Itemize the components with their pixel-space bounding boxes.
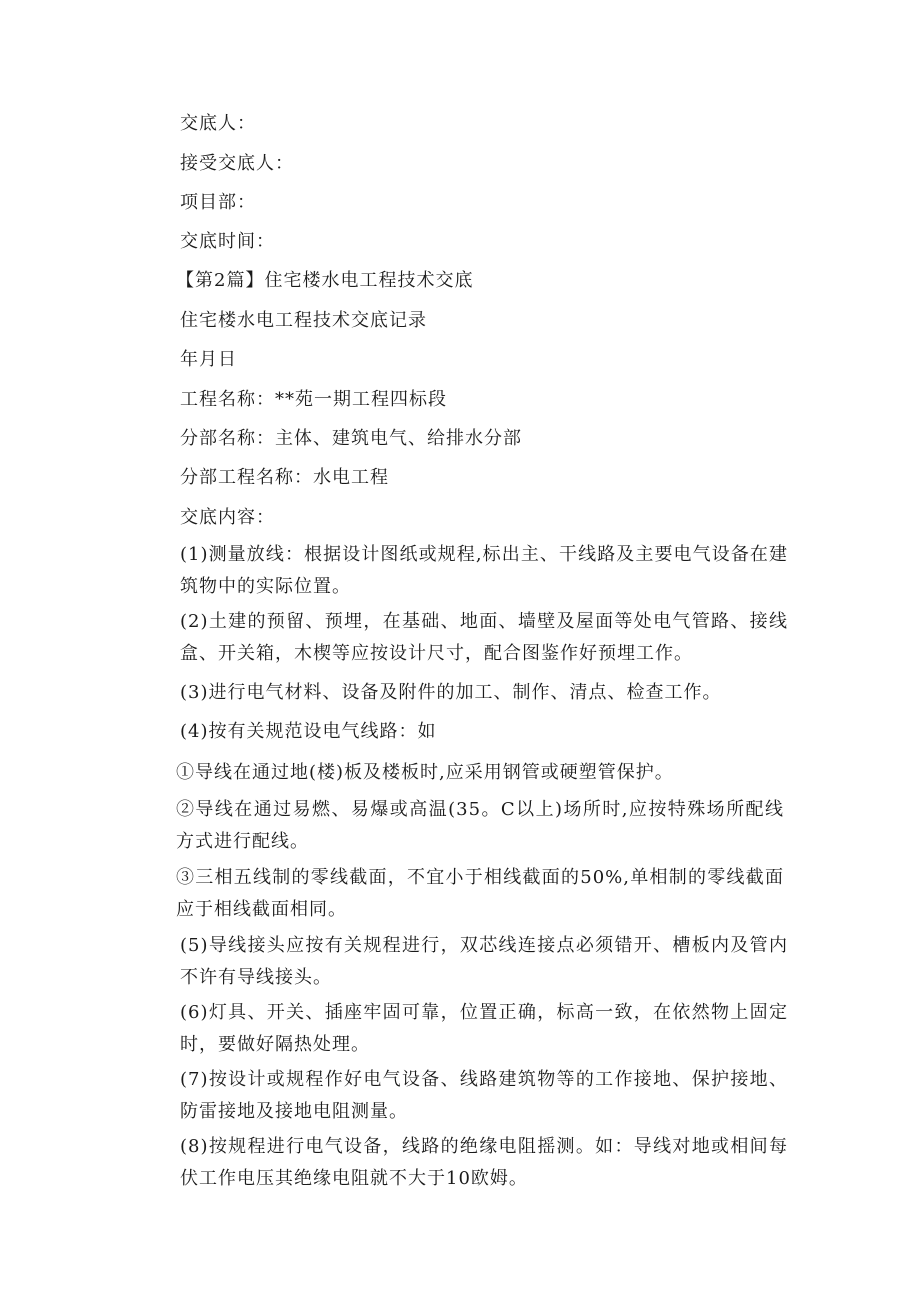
date-line: 年月日	[180, 349, 237, 370]
list-item: (6)灯具、开关、插座牢固可靠，位置正确，标高一致，在依然物上固定时，要做好隔热处理。	[180, 1002, 788, 1055]
list-item: ③三相五线制的零线截面，不宜小于相线截面的50%,单相制的零线截面应于相线截面相同。	[176, 867, 784, 920]
list-item: ①导线在通过地(楼)板及楼板时,应采用钢管或硬塑管保护。	[176, 762, 674, 783]
list-item: (3)进行电气材料、设备及附件的加工、制作、清点、检查工作。	[180, 682, 722, 703]
list-item: (1)测量放线：根据设计图纸或规程,标出主、干线路及主要电气设备在建筑物中的实际位置。	[180, 544, 788, 597]
list-item: (4)按有关规范设电气线路：如	[180, 721, 437, 742]
handover-person-field: 交底人：	[180, 113, 256, 134]
subdivision-name: 分部工程名称：水电工程	[180, 467, 389, 488]
record-title: 住宅楼水电工程技术交底记录	[180, 310, 427, 331]
list-item: (7)按设计或规程作好电气设备、线路建筑物等的工作接地、保护接地、防雷接地及接地电阻测量。	[180, 1069, 788, 1122]
list-item: (8)按规程进行电气设备，线路的绝缘电阻摇测。如：导线对地或相间每伏工作电压其绝缘电阻就不大于10欧姆。	[180, 1136, 788, 1189]
division-name: 分部名称：主体、建筑电气、给排水分部	[180, 428, 522, 449]
project-name: 工程名称：**苑一期工程四标段	[180, 389, 447, 410]
list-item: (2)土建的预留、预埋，在基础、地面、墙壁及屋面等处电气管路、接线盒、开关箱，木楔等应按设计尺寸，配合图鉴作好预埋工作。	[180, 611, 788, 664]
receiver-field: 接受交底人：	[180, 153, 294, 174]
content-label: 交底内容：	[180, 507, 275, 528]
project-department-field: 项目部：	[180, 192, 256, 213]
list-item: (5)导线接头应按有关规程进行，双芯线连接点必须错开、槽板内及管内不许有导线接头。	[180, 935, 788, 988]
handover-time-field: 交底时间：	[180, 231, 275, 252]
list-item: ②导线在通过易燃、易爆或高温(35。C以上)场所时,应按特殊场所配线方式进行配线。	[176, 799, 784, 852]
section-title: 【第2篇】住宅楼水电工程技术交底	[176, 270, 474, 291]
